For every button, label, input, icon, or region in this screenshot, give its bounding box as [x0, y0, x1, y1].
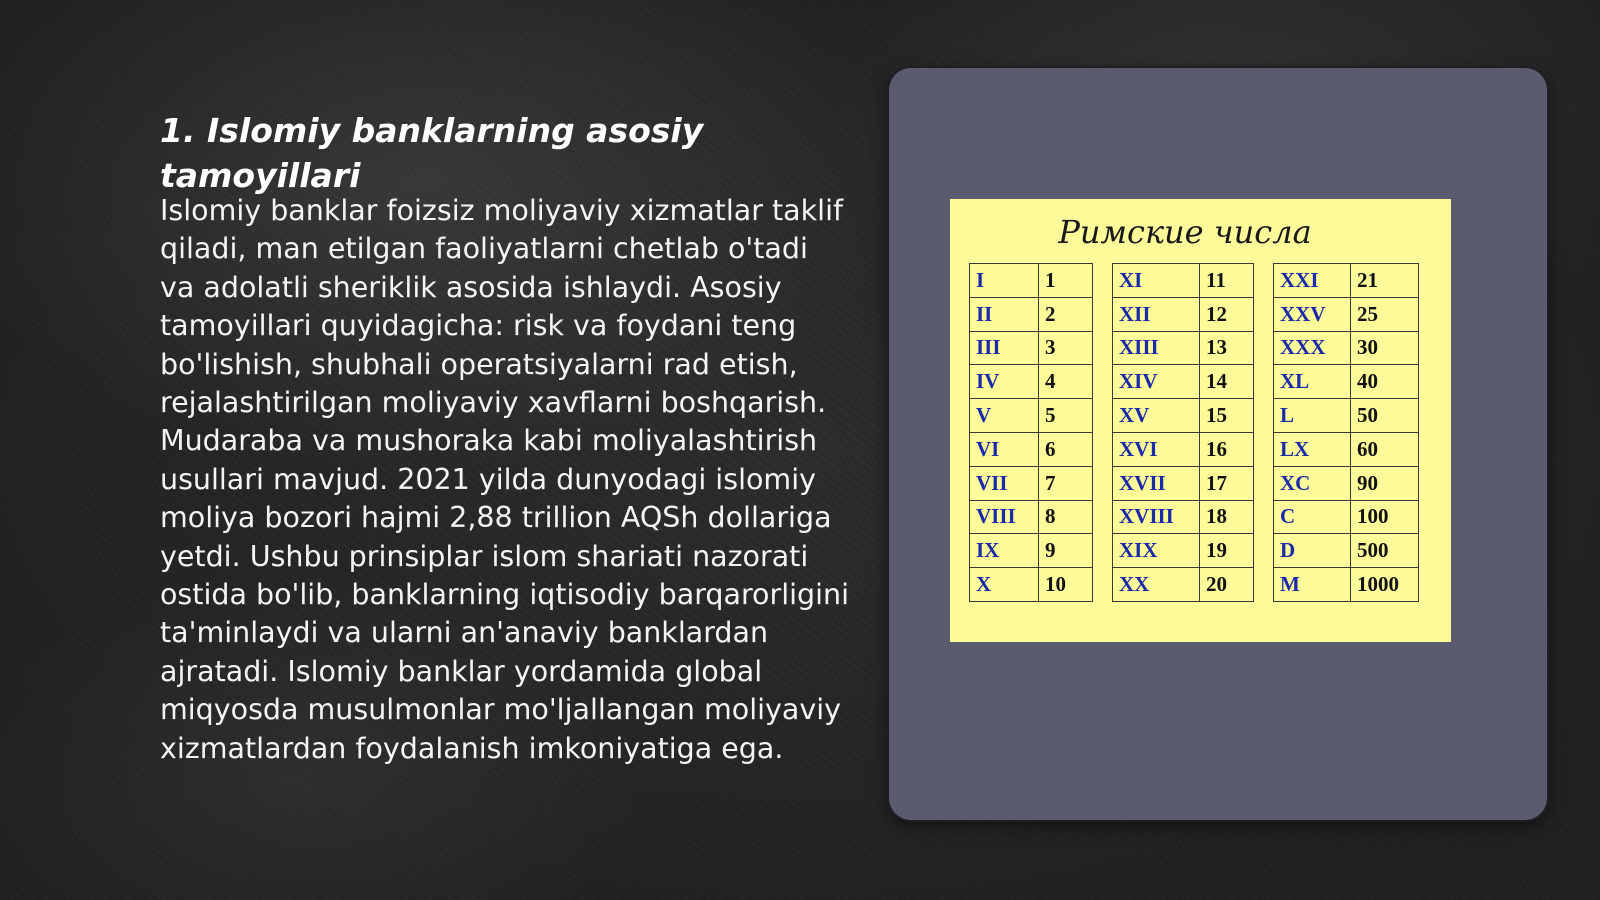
arabic-cell: 16	[1200, 432, 1254, 466]
roman-cell: IV	[970, 365, 1039, 399]
roman-cell: LX	[1274, 432, 1351, 466]
arabic-cell: 5	[1039, 399, 1093, 433]
gap-cell	[1254, 365, 1274, 399]
arabic-cell: 13	[1200, 331, 1254, 365]
image-panel	[889, 68, 1547, 820]
arabic-cell: 9	[1039, 534, 1093, 568]
gap-cell	[1093, 399, 1113, 433]
arabic-cell: 25	[1351, 297, 1419, 331]
gap-cell	[1093, 264, 1113, 298]
roman-cell: XXI	[1274, 264, 1351, 298]
table-row	[970, 568, 1419, 602]
roman-numerals-title: Римские числа	[1058, 213, 1312, 251]
roman-cell: VII	[970, 466, 1039, 500]
gap-cell	[1254, 264, 1274, 298]
gap-cell	[1254, 568, 1274, 602]
gap-cell	[1093, 466, 1113, 500]
roman-cell: VIII	[970, 500, 1039, 534]
gap-cell	[1254, 500, 1274, 534]
table-row	[970, 365, 1419, 399]
gap-cell	[1093, 534, 1113, 568]
roman-cell: XI	[1113, 264, 1200, 298]
arabic-cell: 18	[1200, 500, 1254, 534]
arabic-cell: 1000	[1351, 568, 1419, 602]
roman-cell: XIV	[1113, 365, 1200, 399]
arabic-cell: 8	[1039, 500, 1093, 534]
gap-cell	[1254, 331, 1274, 365]
arabic-cell: 90	[1351, 466, 1419, 500]
arabic-cell: 40	[1351, 365, 1419, 399]
roman-cell: III	[970, 331, 1039, 365]
arabic-cell: 30	[1351, 331, 1419, 365]
roman-cell: XII	[1113, 297, 1200, 331]
roman-cell: XXX	[1274, 331, 1351, 365]
roman-cell: V	[970, 399, 1039, 433]
roman-cell: D	[1274, 534, 1351, 568]
arabic-cell: 100	[1351, 500, 1419, 534]
roman-cell: XIII	[1113, 331, 1200, 365]
table-row	[970, 331, 1419, 365]
roman-numerals-table	[969, 263, 1419, 602]
roman-cell: IX	[970, 534, 1039, 568]
roman-cell: XX	[1113, 568, 1200, 602]
table-row	[970, 432, 1419, 466]
arabic-cell: 19	[1200, 534, 1254, 568]
arabic-cell: 17	[1200, 466, 1254, 500]
roman-numerals-table-body	[970, 264, 1419, 602]
gap-cell	[1093, 297, 1113, 331]
table-row	[970, 466, 1419, 500]
arabic-cell: 10	[1039, 568, 1093, 602]
table-row	[970, 264, 1419, 298]
arabic-cell: 15	[1200, 399, 1254, 433]
arabic-cell: 2	[1039, 297, 1093, 331]
gap-cell	[1254, 432, 1274, 466]
table-row	[970, 500, 1419, 534]
gap-cell	[1093, 568, 1113, 602]
arabic-cell: 6	[1039, 432, 1093, 466]
gap-cell	[1254, 534, 1274, 568]
arabic-cell: 7	[1039, 466, 1093, 500]
roman-cell: M	[1274, 568, 1351, 602]
gap-cell	[1254, 399, 1274, 433]
slide-title: 1. Islomiy banklarning asosiy tamoyillari	[160, 111, 704, 195]
arabic-cell: 4	[1039, 365, 1093, 399]
arabic-cell: 500	[1351, 534, 1419, 568]
text-block	[160, 108, 850, 768]
slide-body-text: Islomiy banklar foizsiz moliyaviy xizmatlar taklif qiladi, man etilgan faoliyatlarni chetlab o'tadi va adolatli sheriklik asosida ishlaydi. Asosiy tamoyillari quyidagicha: risk va foydani teng bo'lishish, shubhali operatsiyalarni rad etish, rejalashtirilgan moliyaviy xavflarni boshqarish. Mudaraba va mushoraka kabi moliyalashtirish usullari mavjud. 2021 yilda dunyodagi islomiy moliya bozori hajmi 2,88 trillion AQSh dollariga yetdi. Ushbu prinsiplar islom shariati nazorati ostida bo'lib, banklarning iqtisodiy barqarorligini ta'minlaydi va ularni an'anaviy banklardan ajratadi. Islomiy banklar yordamida global miqyosda musulmonlar mo'ljallangan moliyaviy xizmatlardan foydalanish imkoniyatiga ega.	[160, 194, 850, 765]
arabic-cell: 50	[1351, 399, 1419, 433]
gap-cell	[1093, 331, 1113, 365]
roman-cell: XXV	[1274, 297, 1351, 331]
roman-cell: XVII	[1113, 466, 1200, 500]
roman-cell: VI	[970, 432, 1039, 466]
roman-cell: C	[1274, 500, 1351, 534]
roman-cell: X	[970, 568, 1039, 602]
table-row	[970, 297, 1419, 331]
roman-cell: XV	[1113, 399, 1200, 433]
roman-cell: XVI	[1113, 432, 1200, 466]
roman-cell: XC	[1274, 466, 1351, 500]
arabic-cell: 21	[1351, 264, 1419, 298]
arabic-cell: 1	[1039, 264, 1093, 298]
roman-numerals-image	[950, 199, 1451, 642]
arabic-cell: 3	[1039, 331, 1093, 365]
arabic-cell: 20	[1200, 568, 1254, 602]
roman-cell: I	[970, 264, 1039, 298]
arabic-cell: 11	[1200, 264, 1254, 298]
gap-cell	[1254, 297, 1274, 331]
gap-cell	[1093, 500, 1113, 534]
arabic-cell: 60	[1351, 432, 1419, 466]
arabic-cell: 14	[1200, 365, 1254, 399]
gap-cell	[1093, 365, 1113, 399]
table-row	[970, 399, 1419, 433]
arabic-cell: 12	[1200, 297, 1254, 331]
gap-cell	[1093, 432, 1113, 466]
roman-cell: XIX	[1113, 534, 1200, 568]
roman-cell: II	[970, 297, 1039, 331]
table-row	[970, 534, 1419, 568]
roman-cell: XVIII	[1113, 500, 1200, 534]
roman-cell: XL	[1274, 365, 1351, 399]
roman-cell: L	[1274, 399, 1351, 433]
gap-cell	[1254, 466, 1274, 500]
